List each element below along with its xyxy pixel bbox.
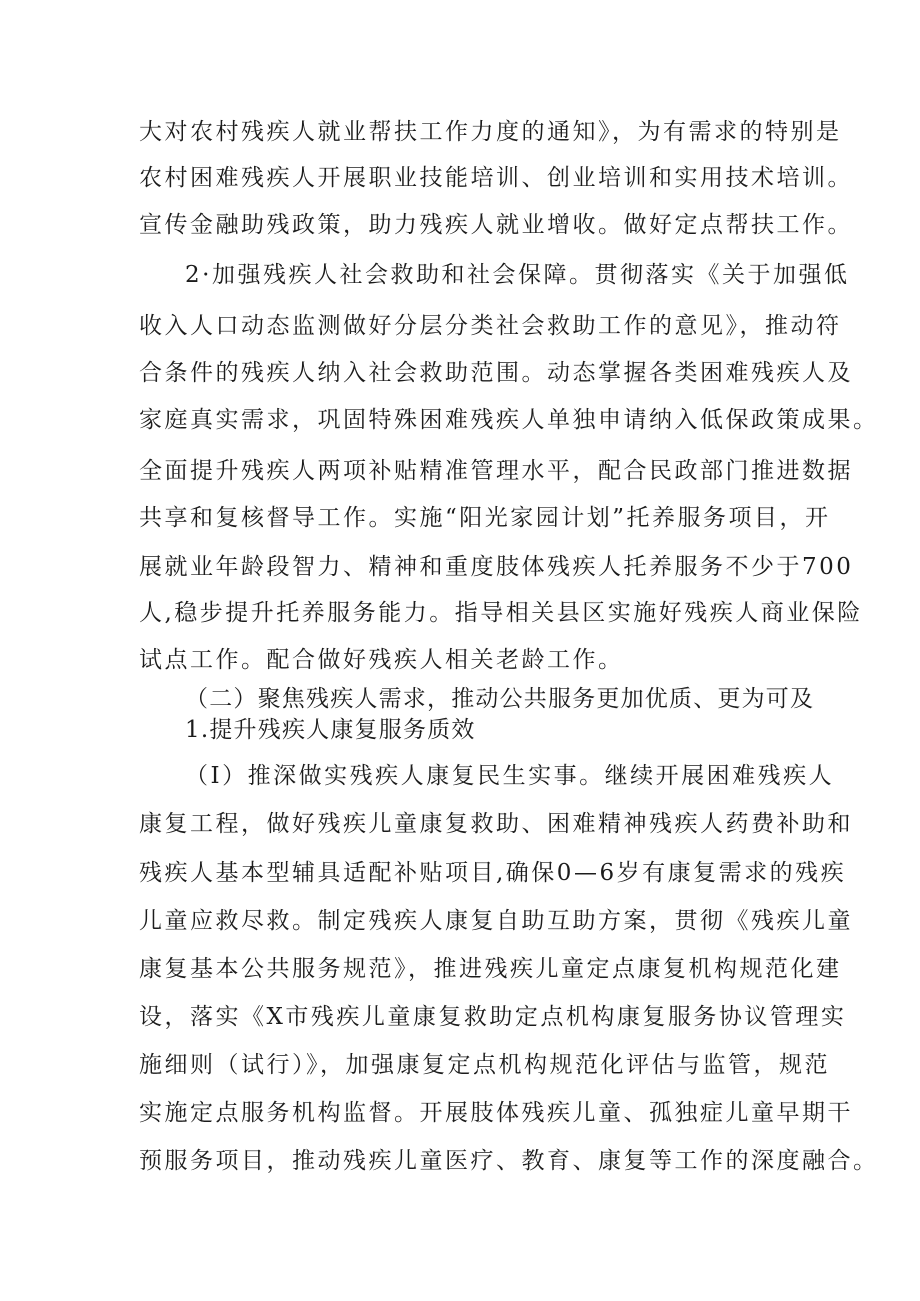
text-line: 家庭真实需求，巩固特殊困难残疾人单独申请纳入低保政策成果。 [139,407,879,433]
text-line: 收入人口动态监测做好分层分类社会救助工作的意见》，推动符 [139,313,842,339]
text-line: 大对农村残疾人就业帮扶工作力度的通知》，为有需求的特别是 [139,119,842,145]
text-line: 实施定点服务机构监督。开展肢体残疾儿童、孤独症儿童早期干 [139,1100,853,1126]
sub-heading: 1.提升残疾人康复服务质效 [185,717,476,743]
text-line: 展就业年龄段智力、精神和重度肢体残疾人托养服务不少于700 [139,554,854,580]
text-line: 康复工程，做好残疾儿童康复救助、困难精神残疾人药费补助和 [139,811,853,837]
text-line: 施细则（试行）》，加强康复定点机构规范化评估与监管，规范 [139,1052,830,1078]
text-line: 全面提升残疾人两项补贴精准管理水平，配合民政部门推进数据 [139,458,853,484]
text-line: （I）推深做实残疾人康复民生实事。继续开展困难残疾人 [185,763,835,789]
text-line: 预服务项目，推动残疾儿童医疗、教育、康复等工作的深度融合。 [139,1148,879,1174]
text-line: 残疾人基本型辅具适配补贴项目,确保0—6岁有康复需求的残疾 [139,860,847,886]
text-line: 设，落实《X市残疾儿童康复救助定点机构康复服务协议管理实 [139,1004,847,1030]
text-line: 试点工作。配合做好残疾人相关老龄工作。 [139,647,624,673]
text-line: 合条件的残疾人纳入社会救助范围。动态掌握各类困难残疾人及 [139,360,853,386]
text-line: 宣传金融助残政策，助力残疾人就业增收。做好定点帮扶工作。 [139,212,853,238]
text-line: 农村困难残疾人开展职业技能培训、创业培训和实用技术培训。 [139,165,853,191]
text-line: 共享和复核督导工作。实施“阳光家园计划”托养服务项目，开 [139,505,831,531]
section-heading: （二）聚焦残疾人需求，推动公共服务更加优质、更为可及 [185,686,815,712]
text-line: 2·加强残疾人社会救助和社会保障。贯彻落实《关于加强低 [185,262,850,288]
text-line: 康复基本公共服务规范》，推进残疾儿童定点康复机构规范化建 [139,956,842,982]
text-line: 人,稳步提升托养服务能力。指导相关县区实施好残疾人商业保险 [139,600,863,626]
text-line: 儿童应救尽救。制定残疾人康复自助互助方案，贯彻《残疾儿童 [139,908,853,934]
